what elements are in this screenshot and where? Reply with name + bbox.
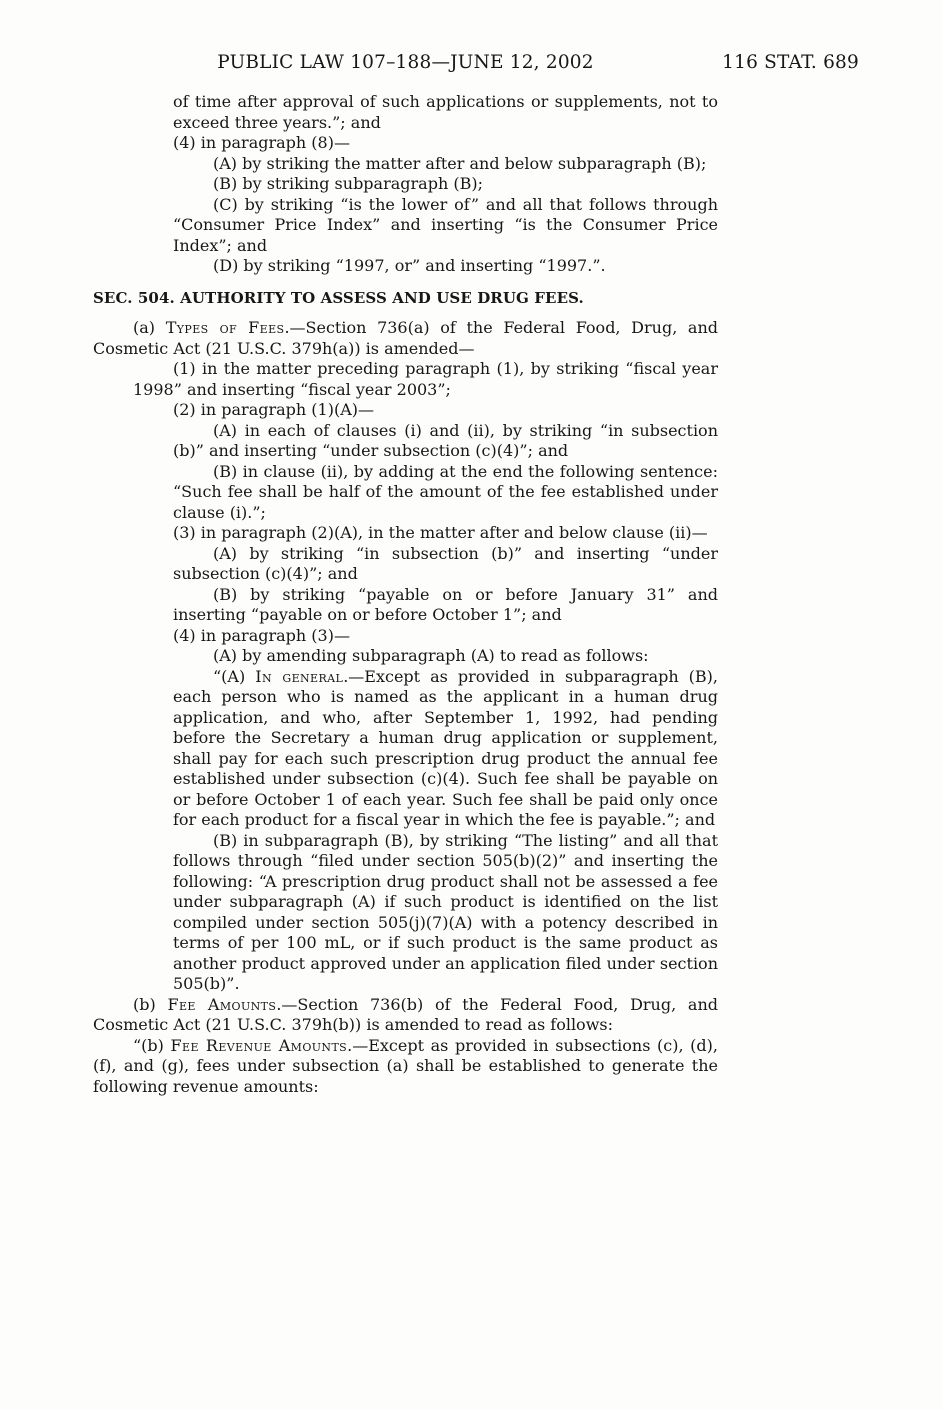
- header-law-title: PUBLIC LAW 107–188—JUNE 12, 2002: [217, 52, 594, 73]
- clause-3-paragraph-2A: [133, 523, 718, 544]
- subsection-a-types-of-fees: [93, 318, 718, 359]
- text-run: .—Except as provided in subparagraph (B), each person who is named as the applicant in a human drug application, and who, after September 1, 1992, had pending before the Secretary a human drug application or supplement, shall pay for each such prescription drug product the annual fee established under subsection (c)(4). Such fee shall be payable on or before October 1 of each year. Such fee shall be paid only once for each product for a fiscal year in which the fee is payable.”; and: [173, 666, 718, 829]
- text-run: (A) by striking the matter after and below subparagraph (B);: [213, 153, 707, 173]
- text-run: .—Section 736(a) of the Federal Food, Drug, and Cosmetic Act (21 U.S.C. 379h(a)) is amended—: [93, 318, 719, 358]
- clause-4-paragraph-8: [133, 133, 718, 154]
- text-run: (4) in paragraph (8)—: [173, 133, 350, 152]
- text-run: (1) in the matter preceding paragraph (1), by striking “fiscal year 1998” and inserting “fiscal year 2003”;: [133, 359, 718, 399]
- text-run: (B) by striking “payable on or before January 31” and inserting “payable on or before October 1”; and: [173, 584, 718, 624]
- text-run: .—Section 736(b) of the Federal Food, Drug, and Cosmetic Act (21 U.S.C. 379h(b)) is amended to read as follows:: [93, 994, 718, 1034]
- smallcaps-term: Fee Amounts: [167, 994, 277, 1014]
- clause-2-subclause-B: [173, 462, 718, 524]
- text-run: (C) by striking “is the lower of” and all that follows through “Consumer Price Index” and inserting “is the Consumer Price Index”; and: [173, 194, 718, 255]
- text-run: (A) in each of clauses (i) and (ii), by striking “in subsection (b)” and inserting “under subsection (c)(4)”; and: [173, 420, 718, 460]
- clause-4-subclause-A: [173, 646, 718, 667]
- text-run: .—Except as provided in subsections (c), (d), (f), and (g), fees under subsection (a) shall be established to generate the following revenue amounts:: [93, 1035, 718, 1096]
- clause-2-paragraph-1A: [133, 400, 718, 421]
- section-504-heading: SEC. 504. AUTHORITY TO ASSESS AND USE DRUG FEES.: [93, 288, 584, 307]
- quoted-subparagraph-A-in-general: [173, 667, 718, 831]
- text-run: (A) by striking “in subsection (b)” and inserting “under subsection (c)(4)”; and: [173, 543, 718, 583]
- text-run: (A) by amending subparagraph (A) to read as follows:: [213, 646, 649, 665]
- text-run: (4) in paragraph (3)—: [173, 625, 350, 645]
- header-stat-number: 116 STAT. 689: [722, 52, 859, 73]
- clause-1-fiscal-year: [133, 359, 718, 400]
- subclause-A-strike-matter: [173, 154, 718, 175]
- clause-3-subclause-B: [173, 585, 718, 626]
- text-run: (3) in paragraph (2)(A), in the matter after and below clause (ii)—: [173, 523, 708, 542]
- smallcaps-term: Fee Revenue Amounts: [170, 1035, 348, 1055]
- document-body: [93, 92, 718, 1097]
- clause-3-subclause-A: [173, 544, 718, 585]
- text-run: (B) by striking subparagraph (B);: [213, 174, 483, 193]
- clause-2-subclause-A: [173, 421, 718, 462]
- text-run: (a): [133, 318, 166, 337]
- text-run: (b): [133, 994, 168, 1014]
- clause-4-paragraph-3: [133, 626, 718, 647]
- subclause-D-strike-1997: [173, 256, 718, 277]
- text-run: (D) by striking “1997, or” and inserting “1997.”.: [213, 256, 606, 275]
- text-run: “(b): [133, 1035, 171, 1055]
- subsection-b-fee-amounts: [93, 995, 718, 1036]
- text-run: “(A): [213, 666, 256, 686]
- text-run: of time after approval of such applications or supplements, not to exceed three years.”; and: [173, 92, 718, 132]
- subclause-C-consumer-price-index: [173, 195, 718, 257]
- clause-4-subclause-B: [173, 831, 718, 995]
- text-run: (2) in paragraph (1)(A)—: [173, 400, 374, 419]
- quoted-subsection-b-fee-revenue-amounts: [93, 1036, 718, 1098]
- smallcaps-term: In general: [255, 666, 344, 686]
- text-run: (B) in clause (ii), by adding at the end the following sentence: “Such fee shall be half of the amount of the fee established under clause (i).”;: [173, 461, 718, 522]
- continued-text-fragment: [173, 92, 718, 133]
- text-run: (B) in subparagraph (B), by striking “The listing” and all that follows through “filed under section 505(b)(2)” and inserting the following: “A prescription drug product shall not be assessed a fee under subparagraph (A) if such product is identified on the list compiled under section 505(j)(7)(A) with a potency described in terms of per 100 mL, or if such product is the same product as another product approved under an application filed under section 505(b)”.: [173, 830, 718, 993]
- smallcaps-term: Types of Fees: [165, 318, 285, 337]
- subclause-B-strike-subparagraph: [173, 174, 718, 195]
